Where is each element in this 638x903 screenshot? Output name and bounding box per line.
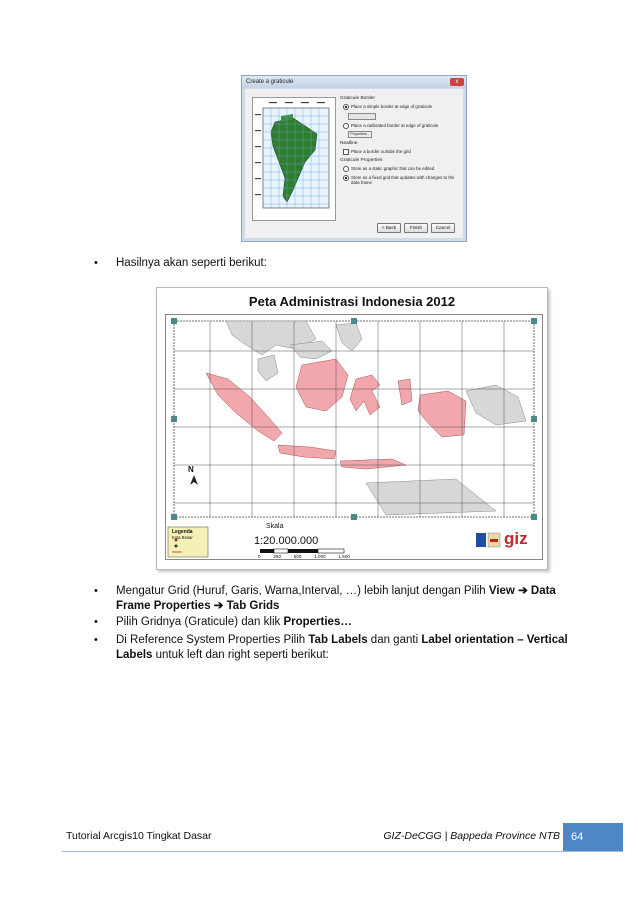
scale-tick: 1.500 bbox=[338, 554, 350, 559]
bullet-select-grid bbox=[94, 615, 586, 630]
tab-grids: Tab Grids bbox=[223, 600, 280, 612]
scalebar-segment-1 bbox=[260, 549, 274, 553]
properties-button[interactable]: Properties... bbox=[348, 131, 372, 138]
scale-tick: 500 bbox=[293, 554, 302, 559]
scalebar-segment-2 bbox=[274, 549, 288, 553]
scale-tick: 1.000 bbox=[314, 554, 326, 559]
finish-button[interactable]: Finish bbox=[404, 223, 428, 233]
scale-ticks bbox=[258, 554, 350, 559]
bullet-text: dan ganti bbox=[367, 634, 422, 646]
calibrated-border-option[interactable] bbox=[343, 123, 460, 129]
dialog-client bbox=[245, 89, 463, 238]
scalebar-segment-4 bbox=[318, 549, 344, 553]
tab-labels: Tab Labels bbox=[308, 634, 368, 646]
arrow-icon: ➔ bbox=[518, 585, 528, 597]
logos bbox=[476, 533, 500, 547]
bullet-icon: • bbox=[94, 634, 98, 646]
static-graphic-option[interactable] bbox=[343, 166, 460, 172]
graticule-options bbox=[340, 93, 460, 185]
radio-selected-icon[interactable] bbox=[343, 175, 349, 181]
neatline-option[interactable] bbox=[343, 149, 460, 155]
create-graticule-dialog bbox=[241, 75, 467, 242]
menu-view: View bbox=[488, 585, 515, 597]
bullet-text: Pilih Gridnya (Graticule) dan klik bbox=[116, 616, 284, 628]
properties-label: Properties… bbox=[283, 616, 352, 628]
dialog-title: Create a graticule bbox=[242, 76, 466, 88]
bullet-grid-settings bbox=[94, 584, 586, 614]
footer-divider bbox=[62, 851, 623, 852]
north-label: N bbox=[188, 465, 194, 474]
group-properties-label: Graticule Properties bbox=[340, 158, 383, 163]
scalebar-segment-3 bbox=[288, 549, 318, 553]
footer-left: Tutorial Arcgis10 Tingkat Dasar bbox=[66, 830, 212, 842]
checkbox-icon[interactable] bbox=[343, 149, 349, 155]
static-graphic-label: Store as a static graphic that can be edited bbox=[351, 166, 435, 171]
close-icon[interactable]: x bbox=[450, 78, 464, 86]
indonesia-map bbox=[166, 315, 542, 559]
legend-subtitle: Kota Besar bbox=[172, 535, 193, 540]
map-title: Peta Administrasi Indonesia 2012 bbox=[248, 294, 456, 309]
map-frame bbox=[165, 314, 543, 560]
back-button[interactable]: < Back bbox=[377, 223, 401, 233]
south-america-preview-map bbox=[253, 98, 335, 220]
bullet-text: Mengatur Grid (Huruf, Garis, Warna,Interval, …) lebih lanjut dengan Pilih bbox=[116, 585, 489, 597]
bullet-result-text: Hasilnya akan seperti berikut: bbox=[116, 257, 267, 269]
page-number: 64 bbox=[563, 823, 623, 851]
group-neatline-label: Neatline bbox=[340, 141, 358, 146]
border-style-swatch[interactable] bbox=[348, 113, 376, 120]
legend-title: Legenda bbox=[172, 529, 193, 535]
indonesia-map-figure bbox=[156, 287, 548, 570]
graticule-preview bbox=[252, 97, 336, 221]
arrow-icon: ➔ bbox=[213, 600, 224, 612]
radio-icon[interactable] bbox=[343, 166, 349, 172]
scale-tick: 250 bbox=[273, 554, 281, 559]
bullet-text: untuk left dan right seperti berikut: bbox=[152, 649, 329, 661]
giz-logo: giz bbox=[504, 529, 528, 548]
bullet-reference-system bbox=[94, 633, 588, 663]
cancel-button[interactable]: Cancel bbox=[431, 223, 455, 233]
bullet-icon: • bbox=[94, 616, 98, 628]
calibrated-border-label: Place a calibrated border at edge of graticule bbox=[351, 123, 439, 128]
scale-tick: 0 bbox=[258, 554, 261, 559]
neatline-label: Place a border outside the grid bbox=[351, 149, 411, 154]
radio-selected-icon[interactable] bbox=[343, 104, 349, 110]
bullet-icon: • bbox=[94, 257, 98, 269]
group-border-label: Graticule Border bbox=[340, 96, 375, 101]
fixed-grid-label: Store as a fixed grid that updates with changes to the data frame bbox=[351, 175, 455, 185]
bullet-result bbox=[94, 256, 536, 271]
scale-value: 1:20.000.000 bbox=[254, 535, 319, 547]
simple-border-label: Place a simple border at edge of graticule bbox=[351, 104, 433, 109]
bullet-icon: • bbox=[94, 585, 98, 597]
bullet-text: Di Reference System Properties Pilih bbox=[116, 634, 309, 646]
simple-border-option[interactable] bbox=[343, 104, 460, 110]
menu-data-frame-properties: Data Frame Properties bbox=[116, 585, 556, 612]
scale-title: Skala bbox=[266, 523, 284, 530]
footer-right: GIZ-DeCGG | Bappeda Province NTB bbox=[383, 830, 560, 842]
label-orientation: Label orientation – Vertical Labels bbox=[116, 634, 568, 661]
fixed-grid-option[interactable] bbox=[343, 175, 460, 185]
dialog-button-row bbox=[377, 223, 455, 233]
radio-icon[interactable] bbox=[343, 123, 349, 129]
